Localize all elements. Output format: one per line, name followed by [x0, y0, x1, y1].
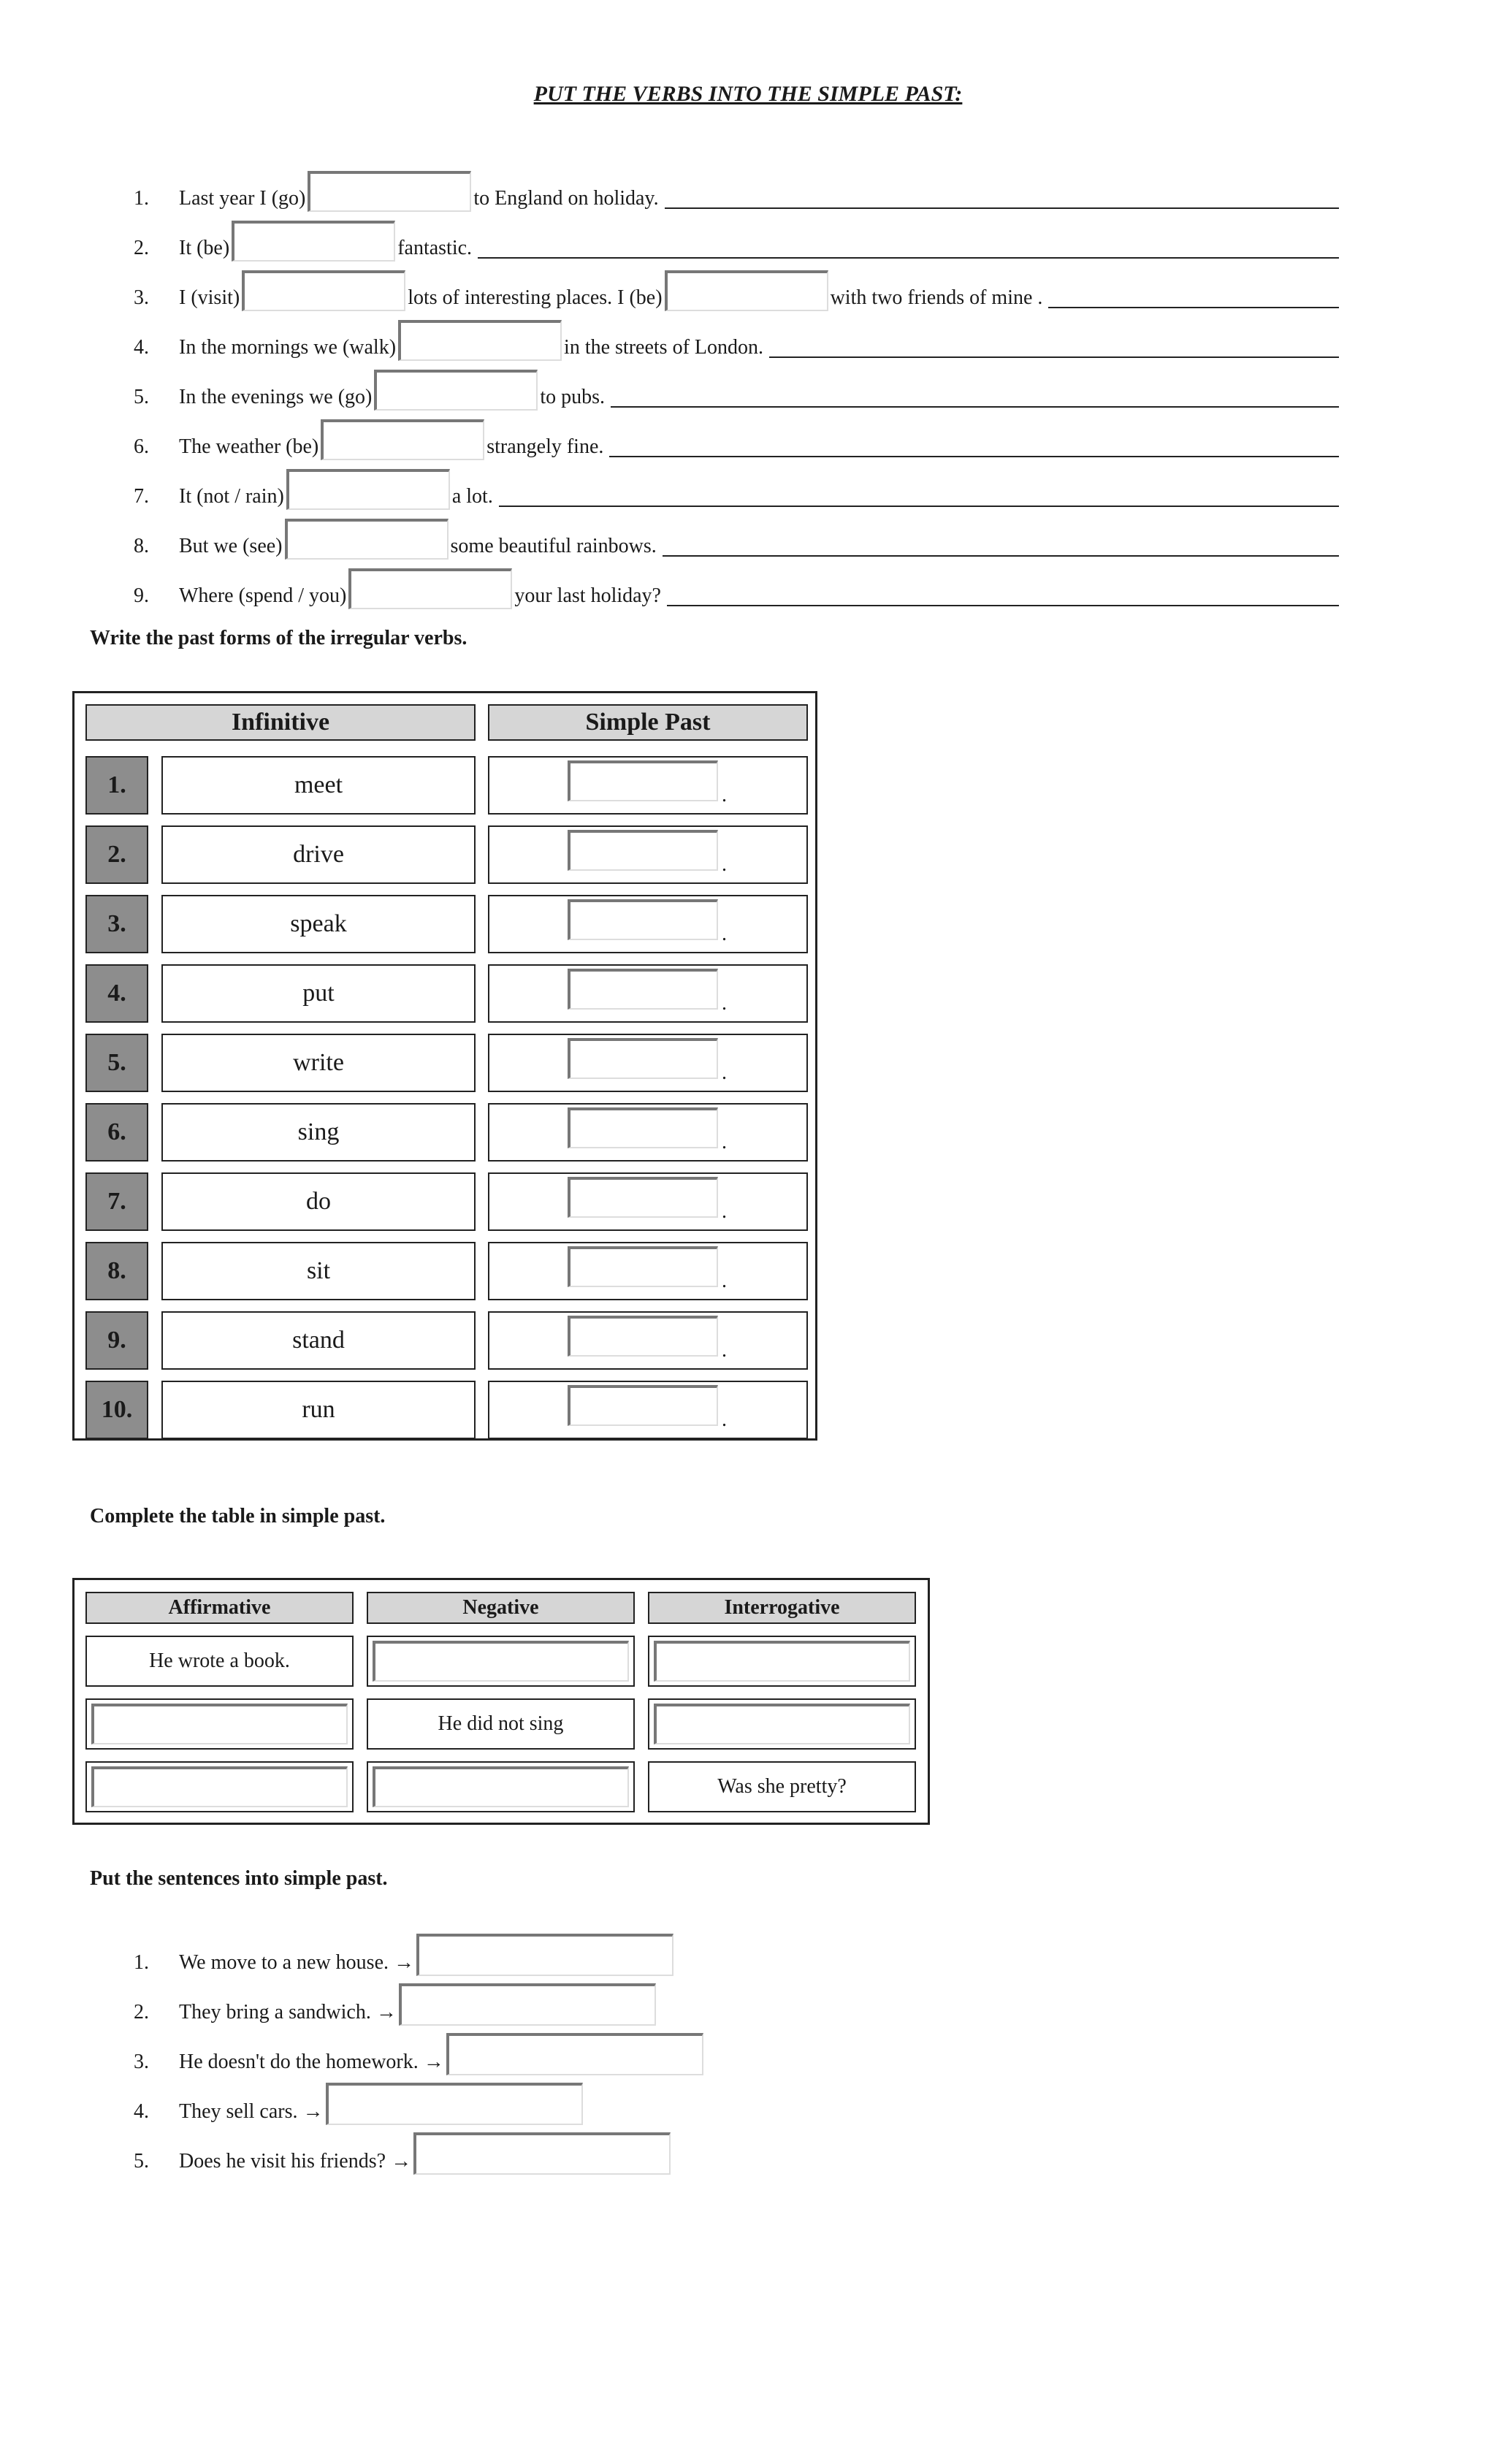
answer-input[interactable] — [285, 519, 449, 560]
exercise-2-heading: Write the past forms of the irregular verbs. — [90, 627, 468, 649]
sentence-item — [134, 2024, 864, 2074]
answer-input[interactable] — [568, 1246, 718, 1287]
exercise-1 — [134, 161, 1339, 608]
answer-input[interactable] — [413, 2132, 671, 2175]
simple-past-cell — [488, 825, 808, 884]
item-number: 1. — [134, 187, 149, 210]
sentence-text: to England on holiday. — [473, 187, 659, 210]
sentence-text: fantastic. — [397, 237, 473, 259]
answer-input[interactable] — [374, 370, 538, 411]
table-row — [75, 756, 820, 815]
sentence-text: But we (see) — [179, 535, 283, 557]
period: . — [722, 1061, 727, 1084]
answer-input[interactable] — [373, 1641, 629, 1682]
sentence-text: strangely fine. — [486, 435, 604, 458]
answer-input[interactable] — [373, 1766, 629, 1807]
table-row — [75, 1103, 820, 1162]
item-number: 5. — [134, 2150, 149, 2173]
answer-input[interactable] — [399, 1983, 656, 2026]
period: . — [722, 784, 727, 806]
sentence-text: with two friends of mine . — [830, 286, 1043, 309]
row-number: 4. — [85, 964, 148, 1023]
period: . — [722, 923, 727, 945]
answer-line — [665, 207, 1339, 209]
row-number: 5. — [85, 1034, 148, 1092]
answer-input[interactable] — [568, 969, 718, 1010]
complete-table — [72, 1578, 930, 1825]
answer-input[interactable] — [398, 320, 562, 361]
sentence-text: We move to a new house. → — [179, 1951, 414, 1974]
answer-input[interactable] — [568, 760, 718, 801]
sentence-text: in the streets of London. — [564, 336, 763, 359]
sentence-text: It (be) — [179, 237, 230, 259]
table-row — [75, 1311, 820, 1370]
period: . — [722, 1270, 727, 1292]
answer-input[interactable] — [348, 568, 512, 609]
exercise-4-heading: Put the sentences into simple past. — [90, 1867, 388, 1890]
answer-input[interactable] — [665, 270, 828, 311]
answer-line — [478, 256, 1339, 259]
simple-past-cell — [488, 1242, 808, 1300]
infinitive-cell: write — [161, 1034, 476, 1092]
irregular-verbs-table — [72, 691, 817, 1441]
answer-input[interactable] — [242, 270, 405, 311]
simple-past-cell — [488, 1381, 808, 1439]
sentence-text: In the mornings we (walk) — [179, 336, 397, 359]
infinitive-cell: stand — [161, 1311, 476, 1370]
answer-line — [611, 405, 1339, 408]
affirmative-header: Affirmative — [85, 1592, 354, 1624]
sentence-3 — [134, 260, 1339, 310]
infinitive-cell: meet — [161, 756, 476, 815]
sentence-text: some beautiful rainbows. — [450, 535, 657, 557]
answer-input[interactable] — [232, 221, 395, 262]
negative-cell: He did not sing — [367, 1698, 635, 1750]
answer-input[interactable] — [326, 2083, 583, 2125]
infinitive-cell: drive — [161, 825, 476, 884]
table-row — [75, 1381, 820, 1439]
sentence-1 — [134, 161, 1339, 210]
simple-past-cell — [488, 1172, 808, 1231]
negative-cell — [367, 1636, 635, 1687]
infinitive-cell: sing — [161, 1103, 476, 1162]
worksheet-title: PUT THE VERBS INTO THE SIMPLE PAST: — [533, 82, 963, 106]
sentence-text: Where (spend / you) — [179, 584, 347, 607]
row-number: 2. — [85, 825, 148, 884]
sentence-text: your last holiday? — [514, 584, 661, 607]
answer-input[interactable] — [568, 899, 718, 940]
answer-input[interactable] — [654, 1641, 910, 1682]
answer-input[interactable] — [286, 469, 450, 510]
answer-input[interactable] — [568, 830, 718, 871]
item-number: 3. — [134, 286, 149, 309]
item-number: 5. — [134, 386, 149, 408]
answer-input[interactable] — [321, 419, 484, 460]
simple-past-header: Simple Past — [488, 704, 808, 741]
simple-past-cell — [488, 895, 808, 953]
sentence-2 — [134, 210, 1339, 260]
infinitive-cell: sit — [161, 1242, 476, 1300]
row-number: 1. — [85, 756, 148, 815]
simple-past-cell — [488, 964, 808, 1023]
answer-input[interactable] — [568, 1107, 718, 1148]
period: . — [722, 1339, 727, 1362]
item-number: 9. — [134, 584, 149, 607]
sentence-8 — [134, 508, 1339, 558]
item-number: 4. — [134, 336, 149, 359]
answer-line — [1048, 306, 1339, 308]
item-number: 2. — [134, 237, 149, 259]
sentence-text: He doesn't do the homework. → — [179, 2051, 444, 2073]
sentence-text: a lot. — [451, 485, 493, 508]
answer-line — [667, 604, 1339, 606]
affirmative-cell: He wrote a book. — [85, 1636, 354, 1687]
simple-past-cell — [488, 756, 808, 815]
affirmative-cell — [85, 1761, 354, 1812]
row-number: 3. — [85, 895, 148, 953]
answer-input[interactable] — [654, 1704, 910, 1744]
answer-input[interactable] — [91, 1704, 348, 1744]
negative-cell — [367, 1761, 635, 1812]
sentence-item — [134, 1975, 864, 2024]
sentence-4 — [134, 310, 1339, 359]
interrogative-cell — [648, 1698, 916, 1750]
item-number: 4. — [134, 2100, 149, 2123]
period: . — [722, 1408, 727, 1431]
sentence-text: Last year I (go) — [179, 187, 306, 210]
sentence-text: I (visit) — [179, 286, 240, 309]
sentence-item — [134, 1925, 864, 1975]
row-number: 6. — [85, 1103, 148, 1162]
negative-header: Negative — [367, 1592, 635, 1624]
table-row — [75, 1242, 820, 1300]
answer-line — [663, 554, 1339, 557]
sentence-5 — [134, 359, 1339, 409]
exercise-3-heading: Complete the table in simple past. — [90, 1505, 386, 1527]
sentence-6 — [134, 409, 1339, 459]
infinitive-cell: run — [161, 1381, 476, 1439]
table-row — [75, 1034, 820, 1092]
interrogative-header: Interrogative — [648, 1592, 916, 1624]
sentence-text: The weather (be) — [179, 435, 319, 458]
interrogative-cell — [648, 1636, 916, 1687]
answer-line — [499, 505, 1339, 507]
sentence-text: They bring a sandwich. → — [179, 2001, 397, 2024]
item-number: 2. — [134, 2001, 149, 2024]
answer-input[interactable] — [446, 2033, 703, 2075]
sentence-text: It (not / rain) — [179, 485, 284, 508]
answer-input[interactable] — [568, 1316, 718, 1357]
table-row — [75, 964, 820, 1023]
row-number: 9. — [85, 1311, 148, 1370]
infinitive-cell: do — [161, 1172, 476, 1231]
sentence-text: to pubs. — [540, 386, 606, 408]
affirmative-cell — [85, 1698, 354, 1750]
simple-past-cell — [488, 1103, 808, 1162]
sentence-item — [134, 2124, 864, 2173]
answer-input[interactable] — [568, 1038, 718, 1079]
row-number: 10. — [85, 1381, 148, 1439]
infinitive-cell: speak — [161, 895, 476, 953]
period: . — [722, 853, 727, 876]
period: . — [722, 1200, 727, 1223]
answer-line — [609, 455, 1339, 457]
row-number: 7. — [85, 1172, 148, 1231]
table-row — [75, 825, 820, 884]
item-number: 7. — [134, 485, 149, 508]
item-number: 1. — [134, 1951, 149, 1974]
answer-input[interactable] — [416, 1934, 673, 1976]
sentence-text: Does he visit his friends? → — [179, 2150, 412, 2173]
interrogative-cell: Was she pretty? — [648, 1761, 916, 1812]
exercise-4 — [134, 1925, 864, 2173]
sentence-text: They sell cars. → — [179, 2100, 324, 2123]
item-number: 8. — [134, 535, 149, 557]
simple-past-cell — [488, 1311, 808, 1370]
answer-input[interactable] — [91, 1766, 348, 1807]
answer-input[interactable] — [568, 1385, 718, 1426]
period: . — [722, 1131, 727, 1153]
sentence-text: lots of interesting places. I (be) — [408, 286, 663, 309]
item-number: 6. — [134, 435, 149, 458]
simple-past-cell — [488, 1034, 808, 1092]
infinitive-header: Infinitive — [85, 704, 476, 741]
infinitive-cell: put — [161, 964, 476, 1023]
table-row — [75, 895, 820, 953]
answer-line — [769, 356, 1339, 358]
sentence-7 — [134, 459, 1339, 508]
table-row — [75, 1172, 820, 1231]
sentence-text: In the evenings we (go) — [179, 386, 373, 408]
answer-input[interactable] — [568, 1177, 718, 1218]
answer-input[interactable] — [308, 171, 471, 212]
row-number: 8. — [85, 1242, 148, 1300]
item-number: 3. — [134, 2051, 149, 2073]
sentence-9 — [134, 558, 1339, 608]
sentence-item — [134, 2074, 864, 2124]
period: . — [722, 992, 727, 1015]
